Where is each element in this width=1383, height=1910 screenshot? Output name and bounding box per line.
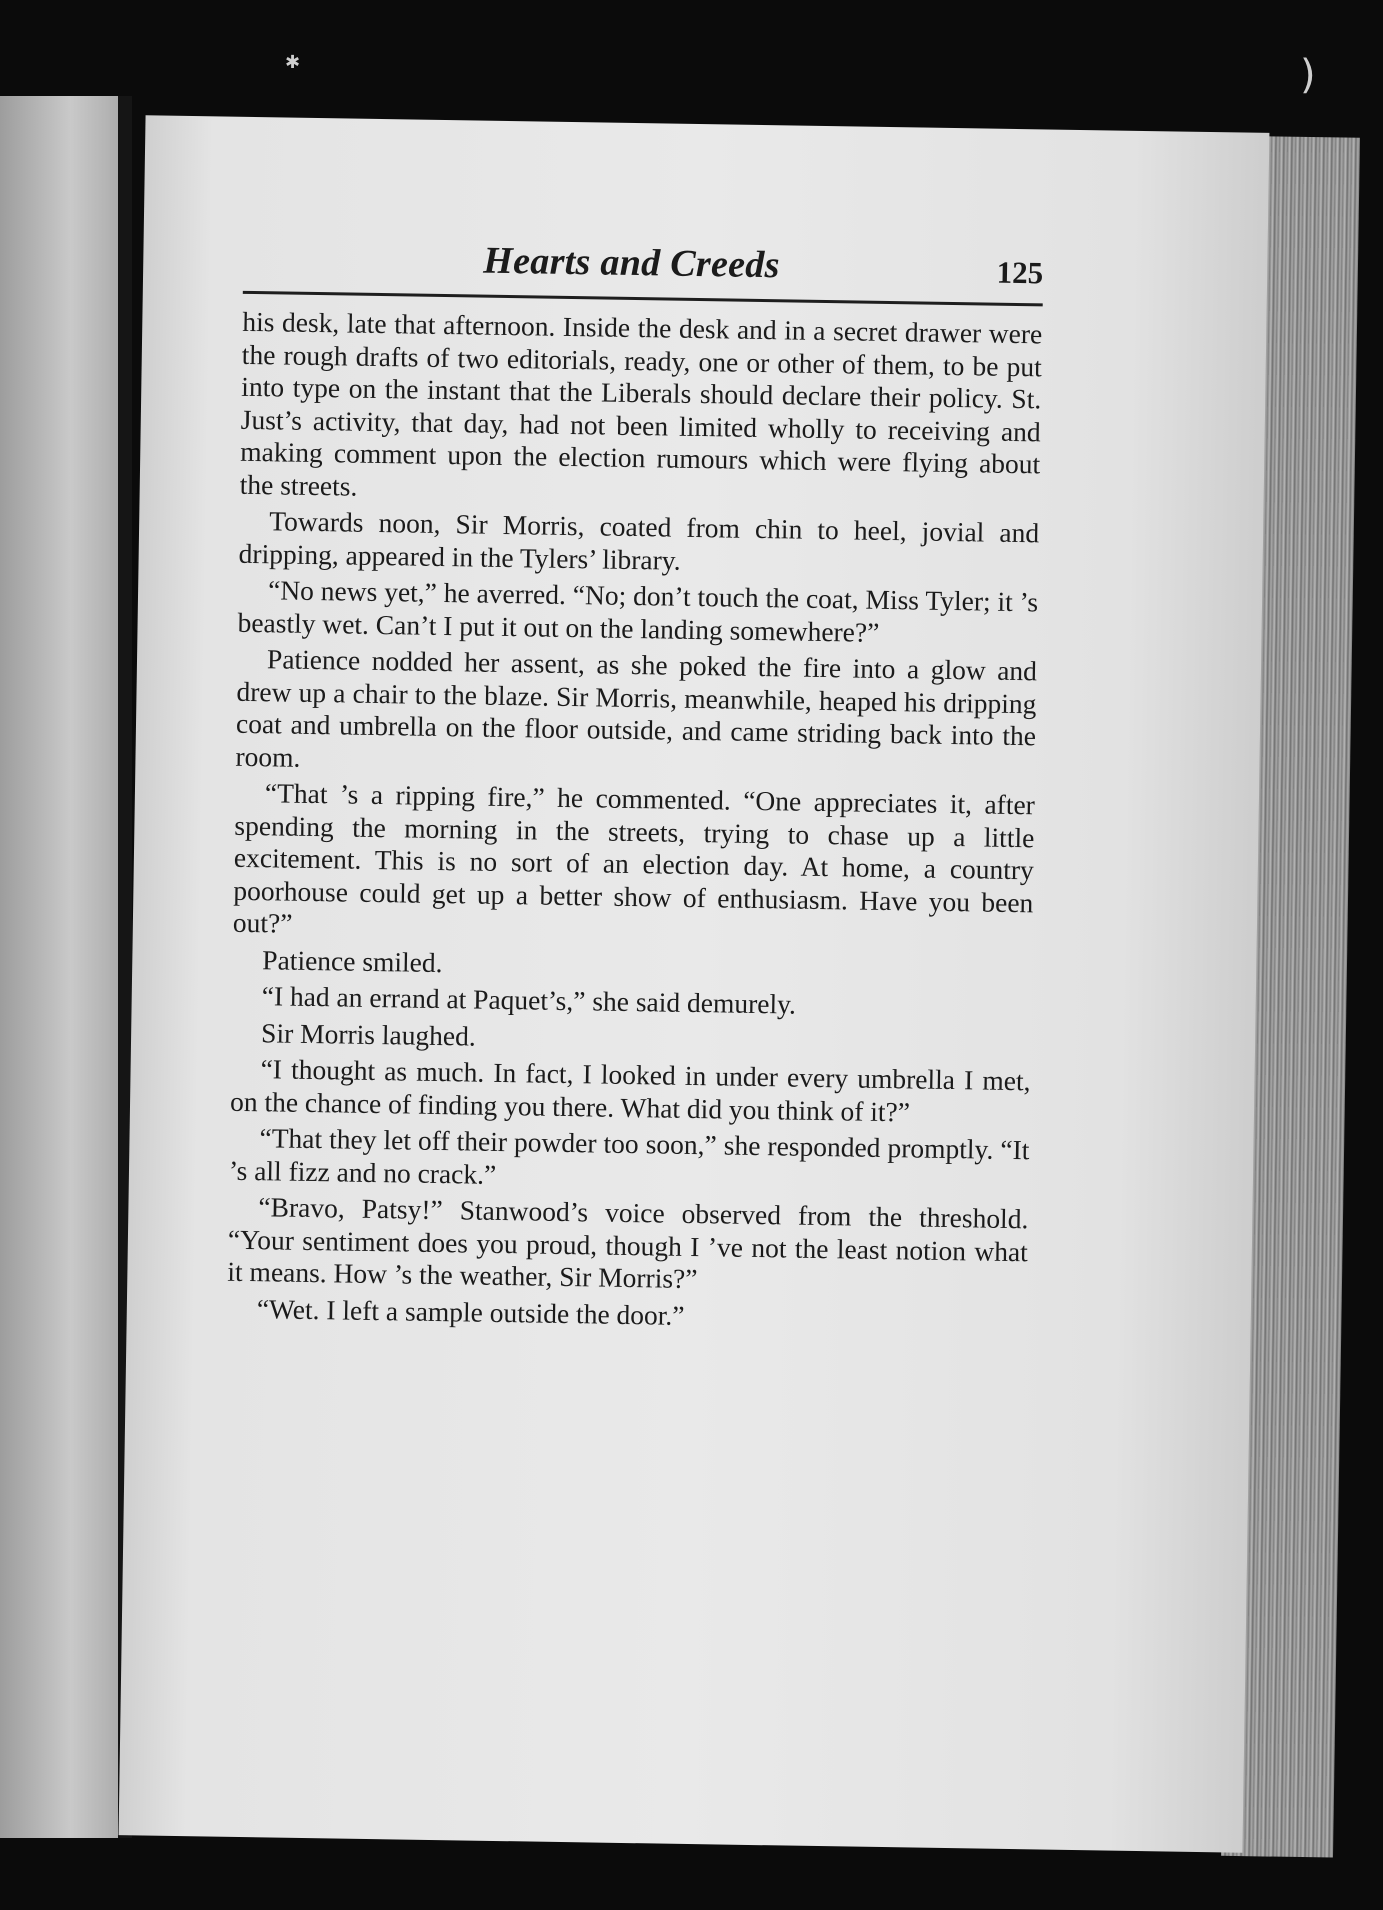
paragraph: “That they let off their powder too soon,” she responded promptly. “It ’s all fizz and no crack.” (228, 1122, 1030, 1190)
paragraph: his desk, late that afternoon. Inside the desk and in a secret drawer were the rough drafts of two editorials, ready, one or other of them, to be put into type on the instant that the Liberals should declare their policy. St. Just’s activity, that day, had not been limited wholly to receiving and making comment upon the election rumours which were flying about the streets. (239, 305, 1043, 502)
paragraph: Patience smiled. (262, 943, 443, 978)
book-page (119, 115, 1270, 1852)
facing-page-edge (0, 96, 128, 1838)
paragraph: “I thought as much. In fact, I looked in under every umbrella I met, on the chance of finding you there. What did you think of it?” (229, 1053, 1031, 1127)
paragraph: Sir Morris laughed. (260, 1016, 477, 1052)
paragraph: Patience nodded her assent, as she poked the fire into a glow and drew up a chair to the blaze. Sir Morris, meanwhile, heaped his dripping coat and umbrella on the floor outside, and came striding back into the room. (235, 643, 1038, 773)
scan-corner-mark: ) (1300, 52, 1316, 98)
paragraph: “Wet. I left a sample outside the door.” (256, 1292, 685, 1331)
running-header (243, 229, 1044, 307)
scan-speck-mark: ✱ (285, 52, 301, 73)
page-text-block (227, 229, 1044, 1341)
paragraph: “No news yet,” he averred. “No; don’t touch the coat, Miss Tyler; it ’s beastly wet. Can’t I put it out on the landing somewhere?” (237, 574, 1039, 648)
paragraph: Towards noon, Sir Morris, coated from chin to heel, jovial and dripping, appeared in the Tylers’ library. (238, 505, 1040, 576)
page-number: 125 (996, 254, 1044, 291)
paragraph: “That ’s a ripping fire,” he commented. “One appreciates it, after spending the morning in the streets, trying to chase up a little excitement. This is no sort of an election day. At home, a country poorhouse could get up a better show of enthusiasm. Have you been out?” (232, 777, 1036, 939)
paragraph: “Bravo, Patsy!” Stanwood’s voice observed from the threshold. “Your sentiment does you proud, though I ’ve not the least notion what it means. How ’s the weather, Sir Morris?” (227, 1191, 1029, 1295)
body-text (227, 306, 1043, 1337)
paragraph: “I had an errand at Paquet’s,” she said demurely. (261, 980, 797, 1020)
running-title: Hearts and Creeds (483, 239, 781, 287)
